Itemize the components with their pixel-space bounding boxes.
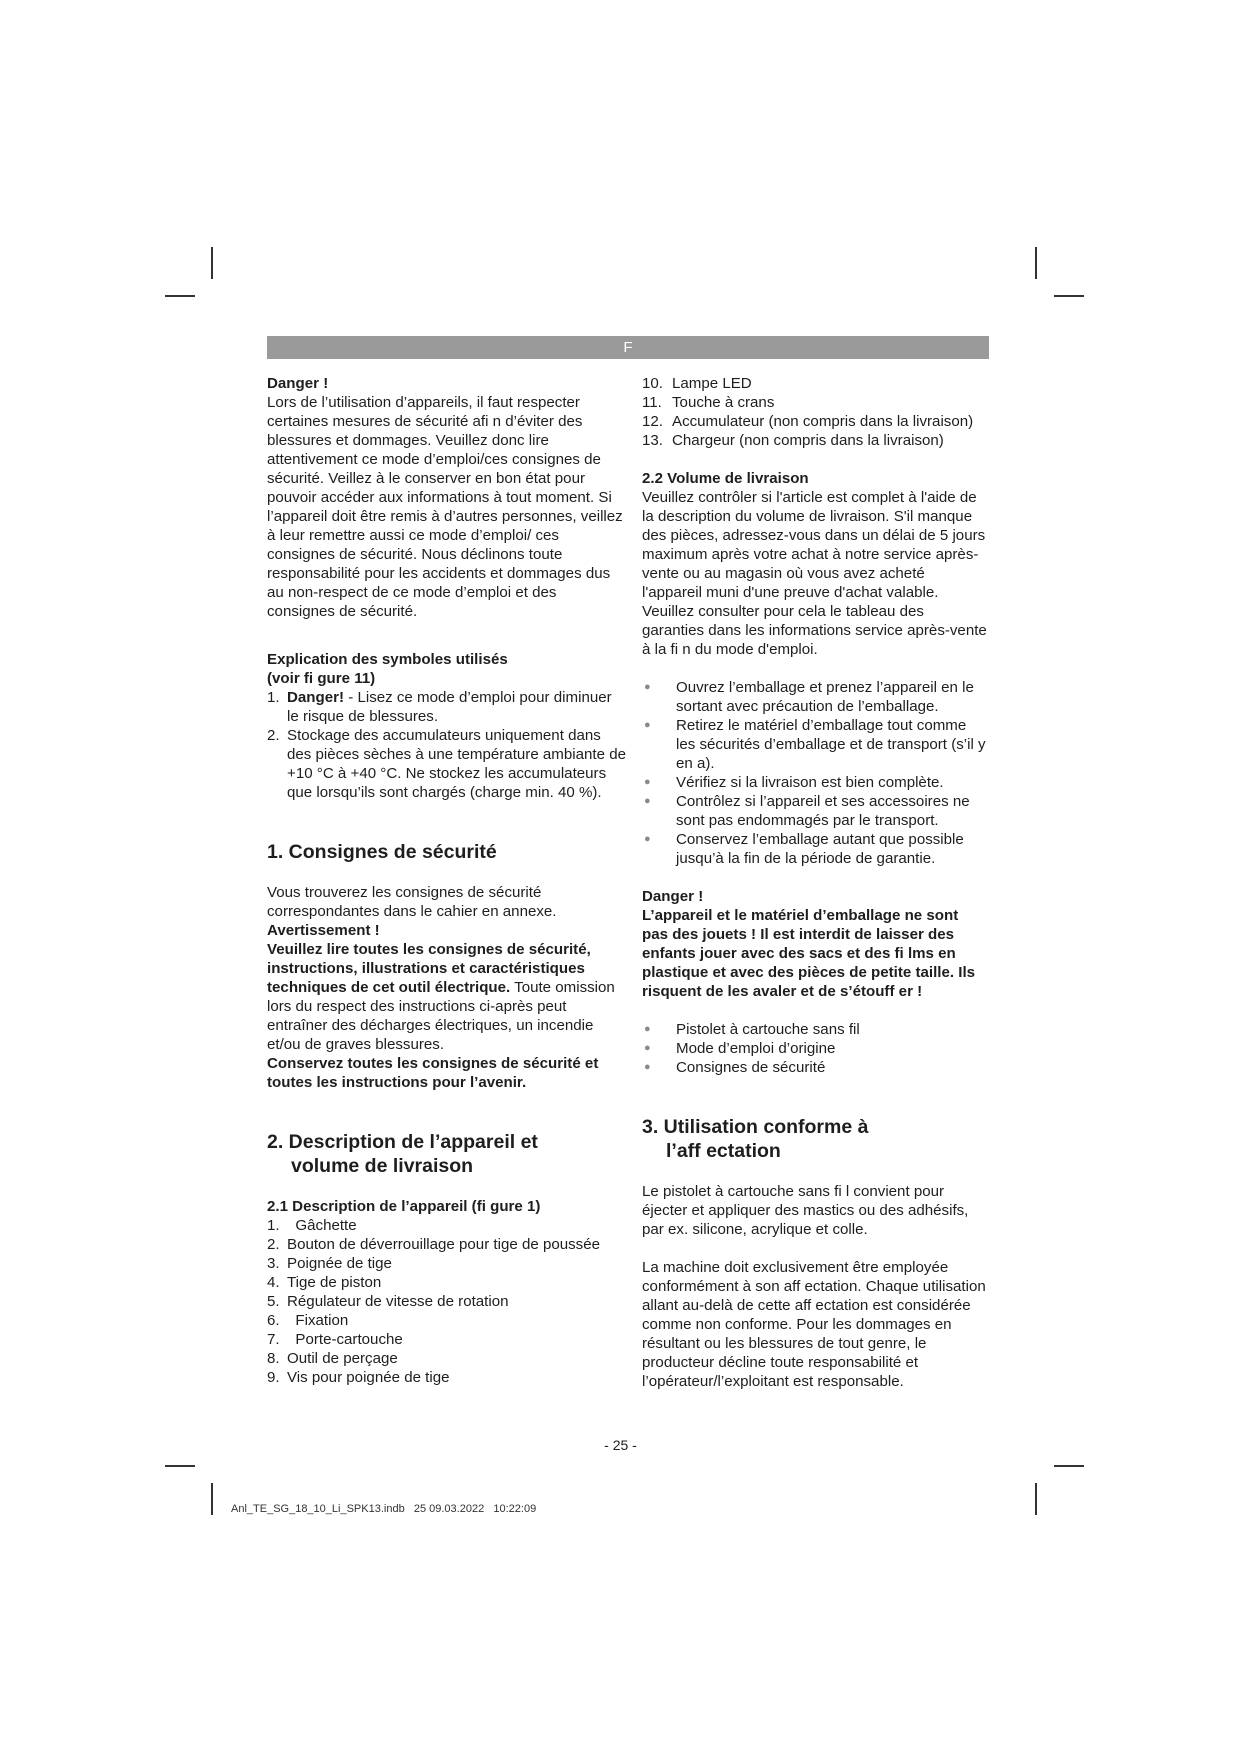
page-number: - 25 - (604, 1437, 637, 1453)
list-item: 1. Gâchette (267, 1217, 357, 1234)
item-number: 1. (267, 689, 280, 706)
crop-mark (211, 247, 213, 279)
section-1-text: Vous trouverez les consignes de sécurité correspondantes dans le cahier en annexe. (267, 884, 557, 920)
bullet-icon: ● (644, 776, 651, 788)
crop-mark (1035, 1483, 1037, 1515)
language-tab: F (267, 336, 989, 359)
item-number: 2. (267, 727, 280, 744)
list-item: ● Ouvrez l’emballage et prenez l’appareil en le sortant avec précaution de l’emballage. (644, 679, 974, 715)
crop-mark (1054, 1465, 1084, 1467)
section-3-title: 3. Utilisation conforme à l’aff ectation (642, 1116, 869, 1162)
keep-instructions: Conservez toutes les consignes de sécurité et toutes les instructions pour l’avenir. (267, 1055, 599, 1091)
bullet-icon: ● (644, 681, 651, 693)
warning-text: Veuillez lire toutes les consignes de sécurité, instructions, illustrations et caractéristiques techniques de cet outil électrique. Toute omission lors du respect des instructions ci-après peut entraîner des décharges électriques, un incendie et/ou de graves blessures. (267, 941, 615, 1053)
section-3-text-1: Le pistolet à cartouche sans fi l convient pour éjecter et appliquer des mastics ou des adhésifs, par ex. silicone, acrylique et colle. (642, 1183, 969, 1238)
list-item: 4. Tige de piston (267, 1274, 382, 1291)
crop-mark (1054, 295, 1084, 297)
list-item: 8. Outil de perçage (267, 1350, 398, 1367)
warning-title: Avertissement ! (267, 922, 380, 939)
danger-2-text: L’appareil et le matériel d’emballage ne sont pas des jouets ! Il est interdit de laisser des enfants jouer avec des sacs et des fi lms en plastique et avec des pièces de petite taille. Ils risquent de les avaler et de s’étouff er ! (642, 907, 976, 1000)
print-footer: Anl_TE_SG_18_10_Li_SPK13.indb 25 09.03.2022 10:22:09 (231, 1503, 537, 1515)
bullet-icon: ● (644, 795, 651, 807)
unpacking-steps (642, 678, 987, 868)
danger-2-title: Danger ! (642, 888, 704, 905)
list-item (267, 688, 627, 726)
list-item: 12. Accumulateur (non compris dans la livraison) (642, 413, 974, 430)
left-column (267, 374, 627, 1387)
symbols-list (267, 688, 627, 802)
list-item (267, 726, 627, 802)
subsection-2-2-text: Veuillez contrôler si l'article est complet à l'aide de la description du volume de livraison. S'il manque des pièces, adressez-vous dans un délai de 5 jours maximum après votre achat à notre service après-vente ou au magasin où vous avez acheté l'appareil muni d'une preuve d'achat valable. Veuillez consulter pour cela le tableau des garanties dans les informations service après-vente à la fi n du mode d'emploi. (642, 489, 987, 658)
crop-mark (165, 295, 195, 297)
crop-mark (211, 1483, 213, 1515)
delivery-contents (642, 1020, 987, 1077)
list-item: ● Vérifiez si la livraison est bien complète. (644, 774, 944, 791)
symbols-subtitle: (voir fi gure 11) (267, 670, 376, 687)
bullet-icon: ● (644, 833, 651, 845)
item-text: Stockage des accumulateurs uniquement dans des pièces sèches à une température ambiante de +10 °C à +40 °C. Ne stockez les accumulateurs que lorsqu’ils sont chargés (charge min. 40 %). (287, 727, 626, 801)
right-column (642, 374, 987, 1391)
list-item: ● Pistolet à cartouche sans fil (644, 1021, 860, 1038)
list-item: ● Retirez le matériel d’emballage tout comme les sécurités d’emballage et de transport (s’il y en a). (644, 717, 986, 772)
list-item: 6. Fixation (267, 1312, 349, 1329)
danger-title: Danger ! (267, 375, 329, 392)
subsection-2-1-title: 2.1 Description de l’appareil (fi gure 1) (267, 1198, 541, 1215)
bullet-icon: ● (644, 1023, 651, 1035)
list-item: 11. Touche à crans (642, 394, 775, 411)
symbols-title: Explication des symboles utilisés (267, 651, 508, 668)
list-item: 7. Porte-cartouche (267, 1331, 403, 1348)
subsection-2-2-title: 2.2 Volume de livraison (642, 470, 809, 487)
list-item: 13. Chargeur (non compris dans la livraison) (642, 432, 944, 449)
danger-text: Lors de l’utilisation d’appareils, il faut respecter certaines mesures de sécurité afi n d’éviter des blessures et dommages. Veuillez donc lire attentivement ce mode d’emploi/ces consignes de sécurité. Veillez à le conserver en bon état pour pouvoir accéder aux informations à tout moment. Si l’appareil doit être remis à d’autres personnes, veillez à leur remettre aussi ce mode d’emploi/ ces consignes de sécurité. Nous déclinons toute responsabilité pour les accidents et dommages dus au non-respect de ce mode d’emploi et des consignes de sécurité. (267, 394, 623, 620)
list-item: ● Consignes de sécurité (644, 1059, 826, 1076)
list-item: 10. Lampe LED (642, 375, 752, 392)
parts-list-continued (642, 374, 987, 450)
crop-mark (1035, 247, 1037, 279)
item-text: - Lisez ce mode d’emploi pour diminuer le risque de blessures. (287, 689, 612, 725)
list-item: ● Contrôlez si l’appareil et ses accessoires ne sont pas endommagés par le transport. (644, 793, 970, 829)
list-item: 5. Régulateur de vitesse de rotation (267, 1293, 509, 1310)
list-item: ● Conservez l’emballage autant que possible jusqu’à la fin de la période de garantie. (644, 831, 964, 867)
section-3-text-2: La machine doit exclusivement être employée conformément à son aff ectation. Chaque utilisation allant au-delà de cette aff ectation est considérée comme non conforme. Pour les dommages en résultant ou les blessures de tout genre, le producteur décline toute responsabilité et l’opérateur/l’exploitant est responsable. (642, 1259, 986, 1390)
list-item: 3. Poignée de tige (267, 1255, 392, 1272)
section-1-title: 1. Consignes de sécurité (267, 841, 497, 863)
parts-list (267, 1216, 627, 1387)
list-item: 9. Vis pour poignée de tige (267, 1369, 450, 1386)
section-2-title: 2. Description de l’appareil et volume de livraison (267, 1131, 538, 1177)
bullet-icon: ● (644, 1061, 651, 1073)
list-item: 2. Bouton de déverrouillage pour tige de poussée (267, 1236, 601, 1253)
bullet-icon: ● (644, 719, 651, 731)
list-item: ● Mode d’emploi d’origine (644, 1040, 836, 1057)
bullet-icon: ● (644, 1042, 651, 1054)
item-bold: Danger! (287, 689, 345, 706)
crop-mark (165, 1465, 195, 1467)
